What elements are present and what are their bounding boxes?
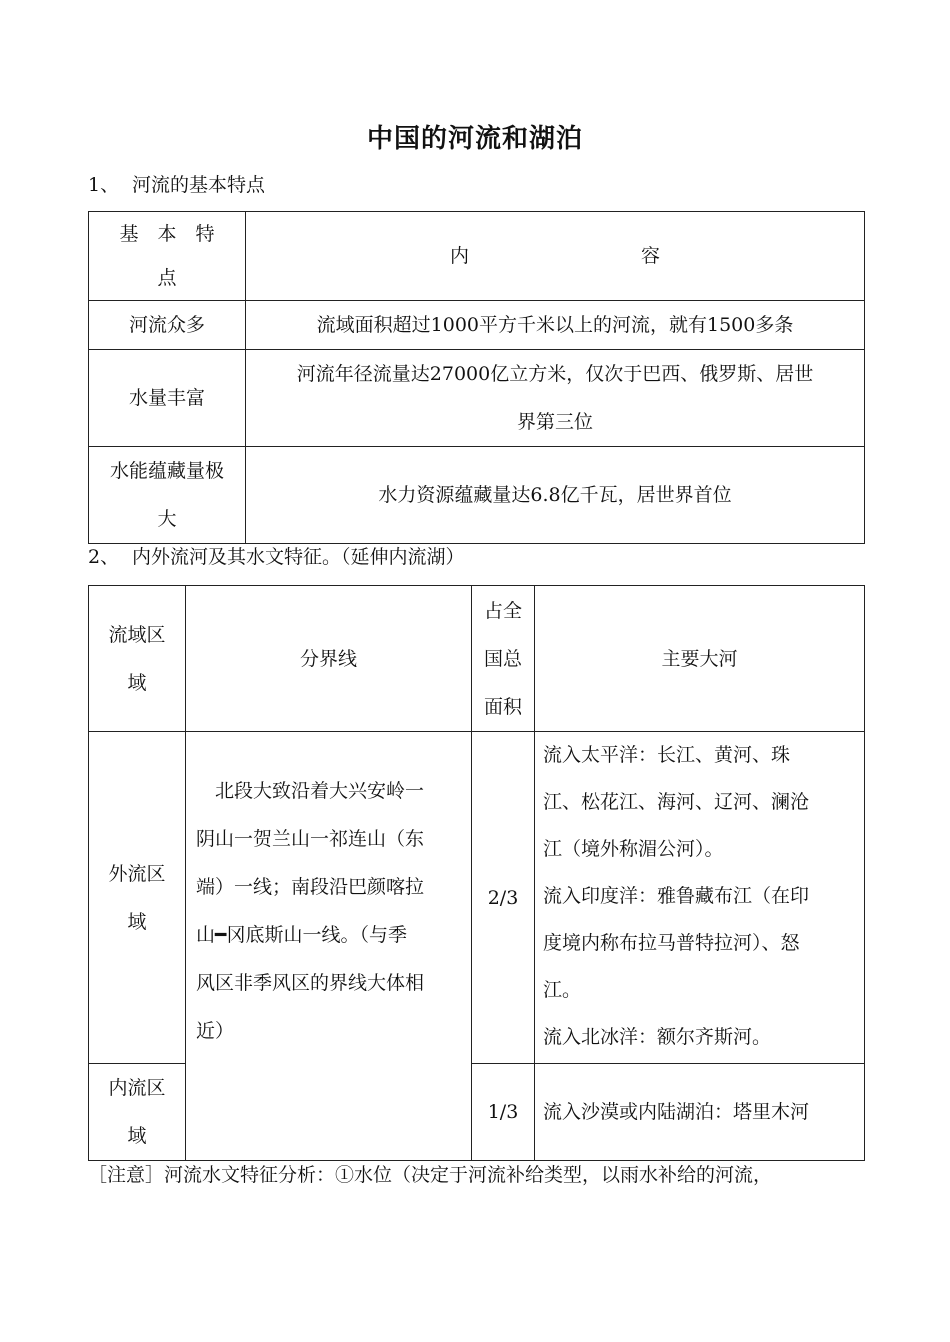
content-line2: 界第三位 bbox=[516, 411, 593, 433]
content-cell: 流域面积超过1000平方千米以上的河流，就有1500多条 bbox=[246, 301, 865, 350]
table-row bbox=[89, 350, 865, 447]
header-feature-cell bbox=[89, 212, 246, 301]
section-2-heading bbox=[88, 542, 465, 569]
table-row bbox=[89, 447, 865, 544]
section-1-heading bbox=[88, 170, 265, 197]
section-2-number: 2、 bbox=[88, 546, 120, 568]
inner-share-cell: 1/3 bbox=[472, 1064, 535, 1161]
table-header-row bbox=[89, 586, 865, 732]
header-share-line1: 占全 bbox=[483, 599, 522, 622]
content-cell: 水力资源蕴藏量达6.8亿千瓦，居世界首位 bbox=[246, 447, 865, 544]
page-title: 中国的河流和湖泊 bbox=[366, 124, 583, 154]
table-row bbox=[89, 301, 865, 350]
river-features-table bbox=[88, 211, 865, 544]
river-line: 江、松花江、海河、辽河、澜沧 bbox=[543, 791, 810, 813]
outer-region-cell bbox=[89, 732, 186, 1064]
river-line: 流入印度洋：雅鲁藏布江（在印 bbox=[543, 885, 810, 907]
section-1-label: 河流的基本特点 bbox=[132, 174, 266, 196]
feature-line2: 大 bbox=[157, 508, 177, 530]
inner-region-line2: 域 bbox=[127, 1125, 147, 1147]
table-row bbox=[89, 732, 865, 1064]
feature-cell: 河流众多 bbox=[89, 301, 246, 350]
river-line: 江（境外称湄公河）。 bbox=[543, 838, 724, 860]
table-header-row bbox=[89, 212, 865, 301]
header-region-cell bbox=[89, 586, 186, 732]
header-share-cell bbox=[472, 586, 535, 732]
outer-share-cell: 2/3 bbox=[472, 732, 535, 1064]
outer-region-line1: 外流区 bbox=[108, 862, 166, 885]
header-share-line3: 面积 bbox=[483, 695, 522, 718]
boundary-line: 近） bbox=[196, 1020, 235, 1042]
content-line1: 河流年径流量达27000亿立方米，仅次于巴西、俄罗斯、居世 bbox=[296, 363, 814, 385]
boundary-line: 北段大致沿着大兴安岭一 bbox=[196, 780, 425, 802]
header-boundary-cell: 分界线 bbox=[186, 586, 472, 732]
header-region-line1: 流域区 bbox=[108, 623, 166, 646]
header-rivers-cell: 主要大河 bbox=[535, 586, 865, 732]
drainage-table bbox=[88, 585, 865, 1161]
river-line: 江。 bbox=[543, 979, 582, 1001]
header-content-a: 内 bbox=[449, 245, 469, 267]
inner-region-line1: 内流区 bbox=[108, 1077, 166, 1099]
boundary-line: 端）一线；南段沿巴颜喀拉 bbox=[196, 876, 425, 898]
header-feature-line2: 点 bbox=[157, 267, 177, 289]
feature-line1: 水能蕴藏量极 bbox=[109, 460, 224, 482]
river-line: 流入北冰洋：额尔齐斯河。 bbox=[543, 1026, 772, 1048]
content-cell bbox=[246, 350, 865, 447]
inner-rivers-cell: 流入沙漠或内陆湖泊：塔里木河 bbox=[535, 1064, 865, 1161]
inner-region-cell bbox=[89, 1064, 186, 1161]
river-line: 度境内称布拉马普特拉河）、怒 bbox=[543, 932, 800, 954]
outer-rivers-cell bbox=[535, 732, 865, 1064]
boundary-line: 山━冈底斯山一线。（与季 bbox=[196, 924, 407, 946]
section-1-number: 1、 bbox=[88, 174, 120, 196]
outer-region-line2: 域 bbox=[127, 910, 147, 933]
header-region-line2: 域 bbox=[127, 671, 147, 694]
boundary-line: 风区非季风区的界线大体相 bbox=[196, 972, 425, 994]
boundary-line: 阴山一贺兰山一祁连山（东 bbox=[196, 828, 425, 850]
header-content-b: 容 bbox=[641, 245, 661, 267]
river-line: 流入太平洋：长江、黄河、珠 bbox=[543, 744, 791, 766]
header-content-cell bbox=[246, 212, 865, 301]
feature-cell bbox=[89, 447, 246, 544]
feature-cell: 水量丰富 bbox=[89, 350, 246, 447]
note-text: ［注意］河流水文特征分析：①水位（决定于河流补给类型，以雨水补给的河流， bbox=[88, 1164, 773, 1186]
header-share-line2: 国总 bbox=[483, 647, 522, 670]
boundary-cell bbox=[186, 732, 472, 1161]
section-2-label: 内外流河及其水文特征。（延伸内流湖） bbox=[132, 546, 465, 568]
header-feature-line1: 基 本 特 bbox=[119, 223, 215, 245]
